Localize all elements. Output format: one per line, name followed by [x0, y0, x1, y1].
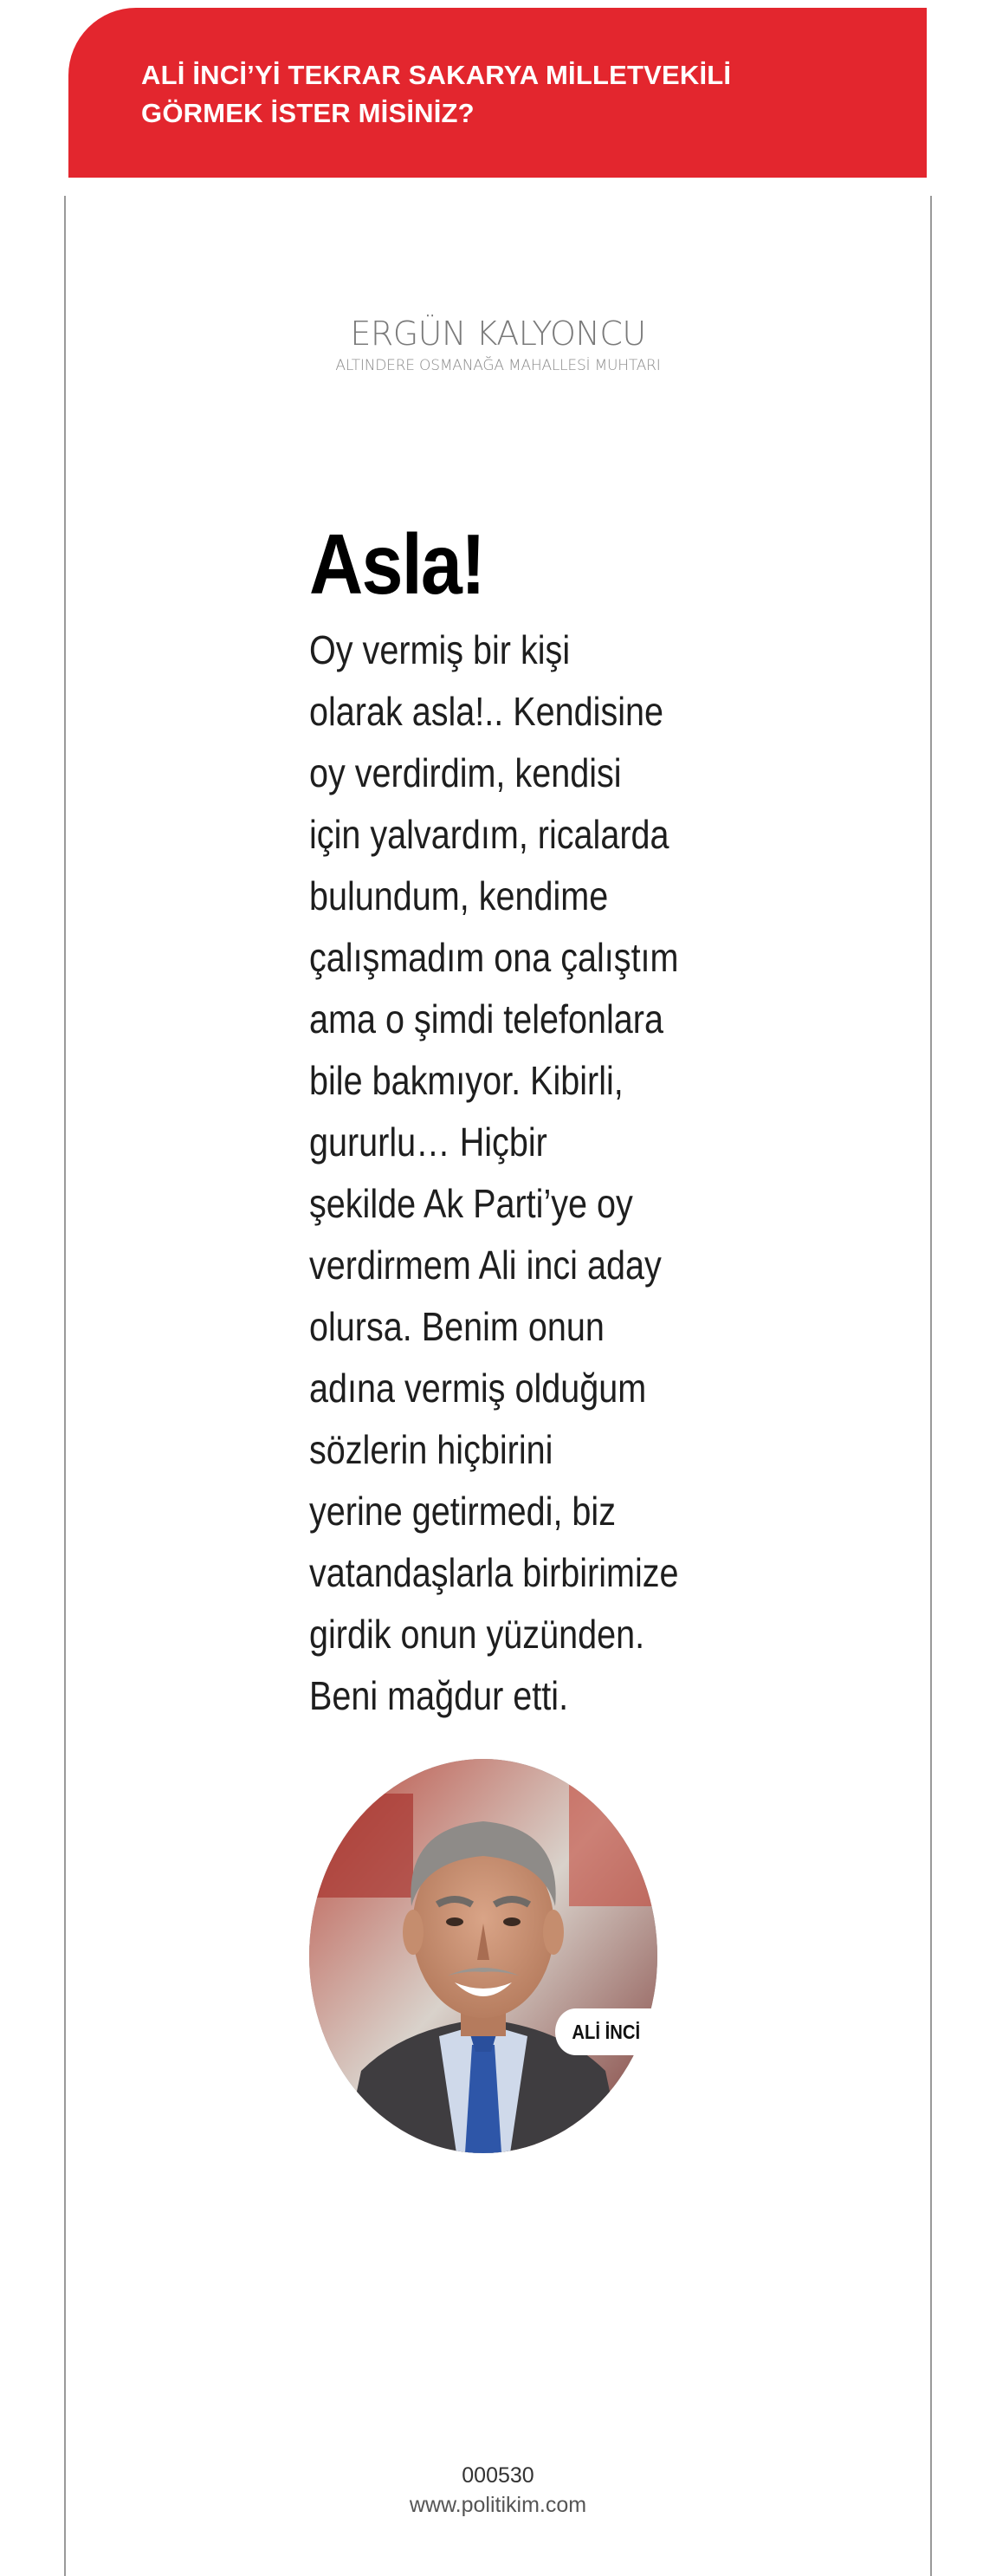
header-title: ALİ İNCİ’Yİ TEKRAR SAKARYA MİLLETVEKİLİ GÖRMEK İSTER MİSİNİZ?	[141, 60, 732, 128]
footer	[0, 2461, 996, 2520]
author-block	[0, 314, 996, 375]
frame-line-left	[64, 196, 66, 2576]
author-role: ALTINDERE OSMANAĞA MAHALLESİ MUHTARI	[335, 357, 661, 374]
frame-line-right	[930, 196, 932, 2576]
author-name: ERGÜN KALYONCU	[350, 315, 646, 353]
header-banner	[68, 8, 927, 178]
portrait-name-tag: ALİ İNCİ	[555, 2008, 656, 2055]
portrait-photo	[309, 1759, 657, 2153]
website-link[interactable]: www.politikim.com	[409, 2493, 587, 2517]
document-code: 000530	[462, 2463, 534, 2488]
portrait-illustration	[309, 1759, 657, 2153]
article-body: Oy vermiş bir kişi olarak asla!.. Kendisine oy verdirdim, kendisi için yalvardım, ricalarda bulundum, kendime çalışmadım ona çalıştım ama o şimdi telefonlara bile bakmıyor. Kibirli, gururlu… Hiçbir şekilde Ak Parti’ye oy verdirmem Ali inci aday olursa. Benim onun adına vermiş olduğum sözlerin hiçbirini yerine getirmedi, biz vatandaşlarla birbirimize girdik onun yüzünden. Beni mağdur etti.	[309, 627, 679, 1718]
article-headline: Asla!	[309, 516, 485, 612]
